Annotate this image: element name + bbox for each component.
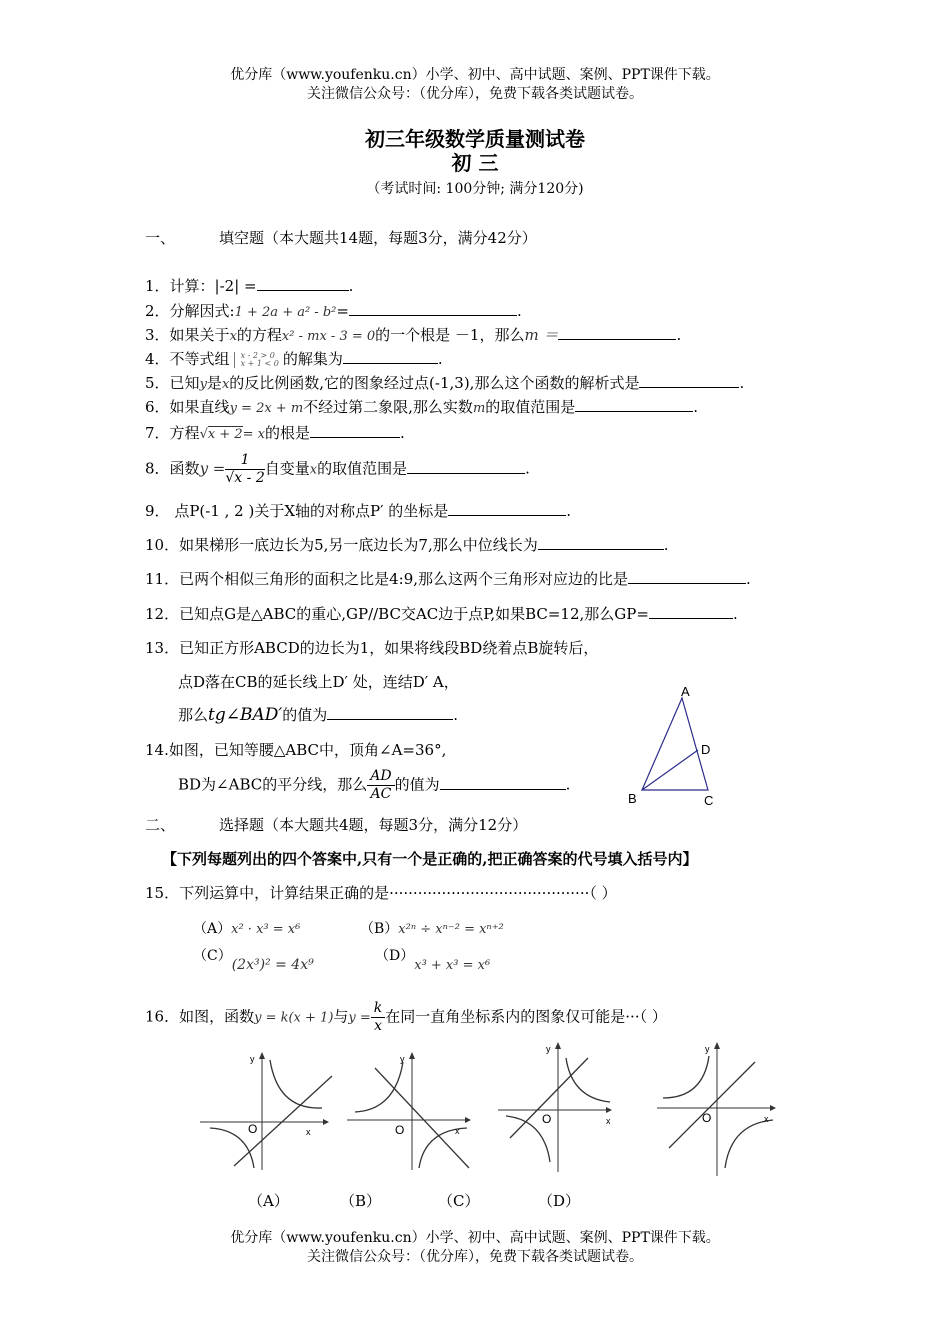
punct: . (565, 775, 571, 794)
vertex-c-label: C (704, 793, 714, 808)
question-text: 的取值范围是 (317, 459, 408, 478)
punct: . (732, 605, 738, 623)
punct: . (663, 536, 669, 554)
question-16 (145, 1000, 667, 1035)
question-7 (145, 423, 405, 445)
x-axis-label: x (306, 1127, 311, 1137)
y-axis-label: y (546, 1044, 551, 1054)
question-text: 已知点G是△ABC的重心,GP//BC交AC边于点P,如果BC=12,那么GP= (179, 605, 649, 623)
punct: . (739, 374, 745, 392)
y-axis-arrow-icon (555, 1042, 561, 1049)
point-d-label: D (701, 742, 711, 757)
punct: . (676, 326, 682, 344)
answer-blank[interactable] (649, 604, 733, 619)
question-text: 那么 (178, 706, 209, 724)
fraction (225, 452, 264, 487)
answer-blank[interactable] (327, 705, 453, 720)
option-label: （B） (360, 921, 399, 937)
header-line-1: 优分库（www.youfenku.cn）小学、初中、高中试题、案例、PPT课件下载。 (230, 67, 720, 83)
question-text: 如果关于 (169, 326, 230, 344)
question-4 (145, 349, 443, 369)
question-number: 10． (145, 536, 180, 554)
section-1-number: 一、 (145, 229, 176, 247)
origin-label: O (702, 1111, 712, 1125)
question-text: 方程 (169, 424, 200, 442)
answer-blank[interactable] (448, 501, 566, 516)
question-text: 在同一直角坐标系内的图象仅可能是···（ ） (385, 1007, 667, 1026)
x-axis-label: x (606, 1116, 611, 1126)
question-text: 自变量 (264, 459, 310, 478)
question-text: 如图，函数 (179, 1007, 255, 1026)
math-variable: m (472, 401, 486, 416)
question-text: 的反比例函数,它的图象经过点(-1,3),那么这个函数的解析式是 (229, 374, 640, 392)
sqrt-expression: √x + 2 (199, 427, 243, 442)
question-number: 13． (145, 639, 180, 657)
inequality-2: x + 1 < 0 (240, 359, 279, 368)
question-number: 16． (145, 1007, 180, 1026)
line-graph (669, 1062, 755, 1148)
question-text: 与 (333, 1007, 349, 1026)
hyperbola-branch-1 (270, 1060, 322, 1108)
math-expression: y = k(x + 1) (254, 1010, 334, 1026)
option-expression: (2x³)² = 4x⁹ (231, 957, 314, 973)
punct: . (348, 277, 354, 295)
question-number: 7． (145, 424, 170, 442)
math-expression: tg∠BAD′ (208, 705, 283, 725)
answer-blank[interactable] (343, 349, 438, 364)
question-11 (145, 569, 751, 589)
radicand: x + 2 (207, 427, 243, 442)
graph-c[interactable] (496, 1040, 621, 1175)
inequality-system (234, 352, 279, 368)
question-text: 分解因式: (169, 302, 235, 320)
question-9 (145, 501, 571, 521)
math-variable: m ＝ (524, 326, 559, 344)
line-graph (510, 1058, 588, 1138)
question-number: 8． (145, 459, 170, 478)
question-text: 下列运算中，计算结果正确的是··········································（ ） (179, 884, 617, 902)
question-12 (145, 604, 738, 624)
origin-label: O (542, 1112, 552, 1126)
question-text: 的值为 (394, 775, 440, 794)
question-text: 的方程 (236, 326, 282, 344)
question-5 (145, 373, 744, 395)
exam-info: （考试时间: 100分钟; 满分120分) (366, 181, 584, 197)
fraction-denominator: AC (370, 786, 392, 802)
choice-instruction: 【下列每题列出的四个答案中,只有一个是正确的,把正确答案的代号填入括号内】 (162, 850, 698, 868)
inequality-1: x - 2 > 0 (240, 351, 275, 360)
triangle-abc (642, 698, 711, 790)
origin-label: O (395, 1123, 405, 1137)
y-axis-label: y (400, 1054, 405, 1064)
radicand: x - 2 (234, 470, 265, 486)
hyperbola-branch-1 (355, 1062, 403, 1112)
graph-label-c[interactable]: （C） (438, 1192, 480, 1210)
question-text: 的一个根是 －1，那么 (375, 326, 525, 344)
section-1-heading (145, 228, 537, 248)
math-expression: y = (199, 459, 226, 478)
graph-label-a[interactable]: （A） (248, 1192, 289, 1210)
section-2-title: 选择题（本大题共4题，每题3分，满分12分） (219, 816, 528, 834)
y-axis-arrow-icon (714, 1042, 720, 1049)
hyperbola-branch-2 (419, 1128, 467, 1168)
punct: . (453, 706, 459, 724)
graph-b[interactable] (345, 1050, 480, 1175)
question-10 (145, 535, 669, 555)
question-number: 14. (145, 741, 169, 759)
section-2-number: 二、 (145, 816, 176, 834)
graph-d[interactable] (655, 1040, 785, 1180)
question-text: 如果直线 (169, 398, 230, 416)
punct: . (516, 302, 522, 320)
question-number: 15． (145, 884, 180, 902)
question-14-line-2 (178, 768, 570, 803)
math-variable: y (199, 377, 207, 392)
footer-line-1: 优分库（www.youfenku.cn）小学、初中、高中试题、案例、PPT课件下载。 (230, 1230, 720, 1246)
option-expression: x² · x³ = x⁶ (231, 922, 301, 937)
x-axis-arrow-icon (323, 1119, 329, 1125)
section-1-title: 填空题（本大题共14题，每题3分，满分42分） (219, 229, 537, 247)
y-axis-arrow-icon (409, 1052, 415, 1059)
option-b[interactable] (360, 918, 504, 938)
math-variable: x (221, 377, 230, 392)
x-axis-label: x (455, 1126, 460, 1136)
fraction-numerator: 1 (225, 452, 264, 470)
question-text: 已知 (169, 374, 200, 392)
answer-blank[interactable] (349, 301, 517, 316)
math-expression: 1 + 2a + a² - b² (234, 305, 337, 320)
option-label: （D） (375, 948, 415, 964)
hyperbola-branch-2 (725, 1120, 773, 1168)
hyperbola-branch-1 (663, 1056, 709, 1098)
equals-sign: = (336, 302, 349, 320)
x-axis-arrow-icon (606, 1107, 612, 1113)
option-a[interactable] (193, 918, 300, 938)
page-title: 初三年级数学质量测试卷 (365, 127, 585, 151)
question-number: 12． (145, 605, 180, 623)
question-number: 3． (145, 326, 170, 344)
question-15 (145, 883, 617, 903)
answer-blank[interactable] (257, 276, 349, 291)
question-2 (145, 301, 522, 323)
answer-blank[interactable] (310, 423, 400, 438)
question-number: 11． (145, 570, 180, 588)
answer-blank[interactable] (558, 325, 676, 340)
punct: . (746, 570, 751, 588)
question-13-line-2: 点D落在CB的延长线上D′ 处，连结D′ A， (178, 673, 459, 691)
footer-line-2: 关注微信公众号：（优分库），免费下载各类试题试卷。 (307, 1249, 643, 1265)
fraction-numerator: AD (367, 768, 394, 786)
header-line-2: 关注微信公众号：（优分库），免费下载各类试题试卷。 (307, 86, 643, 102)
question-text: 已知正方形ABCD的边长为1，如果将线段BD绕着点B旋转后， (179, 639, 599, 657)
section-2-heading (145, 815, 527, 835)
question-number: 6． (145, 398, 170, 416)
question-text: 的值为 (282, 706, 328, 724)
question-text: 已两个相似三角形的面积之比是4:9,那么这两个三角形对应边的比是 (179, 570, 629, 588)
question-text: BD为∠ABC的平分线，那么 (178, 775, 368, 794)
fraction-denominator: √x - 2 (225, 470, 265, 486)
line-graph (234, 1076, 332, 1166)
question-text: 不等式组 (169, 350, 230, 368)
question-text: 如图，已知等腰△ABC中，顶角∠A=36°, (168, 741, 447, 759)
question-text: 如果梯形一底边长为5,另一底边长为7,那么中位线长为 (179, 536, 538, 554)
question-14 (145, 740, 446, 760)
answer-blank[interactable] (575, 397, 693, 412)
graph-label-b[interactable]: （B） (340, 1192, 382, 1210)
math-expression: x² - mx - 3 = 0 (281, 329, 376, 344)
graph-a[interactable] (198, 1050, 333, 1175)
y-axis-label: y (705, 1044, 710, 1054)
fraction (367, 768, 394, 803)
answer-blank[interactable] (639, 373, 739, 388)
vertex-b-label: B (628, 791, 637, 806)
math-expression: y = 2x + m (229, 401, 304, 416)
fraction-denominator: x (374, 1018, 382, 1034)
question-number: 1． (145, 277, 170, 295)
question-text: 是 (206, 374, 222, 392)
math-expression: y = (348, 1010, 371, 1026)
hyperbola-branch-1 (566, 1058, 610, 1102)
graph-label-d[interactable]: （D） (538, 1192, 581, 1210)
grade-title: 初 三 (451, 151, 499, 175)
vertex-a-label: A (681, 684, 690, 699)
x-axis-arrow-icon (465, 1117, 471, 1123)
question-3 (145, 325, 681, 347)
math-variable: x (229, 329, 237, 344)
option-expression: x²ⁿ ÷ xⁿ⁻² = xⁿ⁺² (398, 922, 504, 937)
answer-blank[interactable] (628, 569, 746, 584)
option-d[interactable] (375, 945, 491, 973)
question-number: 5． (145, 374, 170, 392)
question-number: 2． (145, 302, 170, 320)
line-graph (375, 1068, 469, 1168)
y-axis-arrow-icon (259, 1052, 265, 1059)
question-text: 的取值范围是 (485, 398, 576, 416)
question-8 (145, 452, 530, 487)
question-13-line-3 (178, 705, 458, 725)
punct: . (525, 459, 530, 478)
question-text: 函数 (169, 459, 200, 478)
punct: . (400, 424, 405, 442)
question-text: 不经过第二象限,那么实数 (303, 398, 473, 416)
punct: . (566, 502, 572, 520)
question-number: 4． (145, 350, 170, 368)
question-text: 的解集为 (282, 350, 343, 368)
question-6 (145, 397, 698, 419)
option-c[interactable] (193, 945, 314, 973)
y-axis-label: y (250, 1054, 255, 1064)
origin-label: O (248, 1122, 258, 1136)
question-text: 计算：|-2| = (169, 277, 257, 295)
fraction-numerator: k (371, 1000, 385, 1018)
answer-blank[interactable] (440, 775, 566, 790)
math-variable: x (309, 462, 318, 478)
punct: . (437, 350, 443, 368)
x-axis-arrow-icon (770, 1105, 776, 1111)
question-13 (145, 638, 598, 658)
answer-blank[interactable] (538, 535, 664, 550)
answer-blank[interactable] (407, 459, 525, 474)
question-text: 点P(-1 , 2 )关于X轴的对称点P′ 的坐标是 (169, 502, 449, 520)
math-expression: = x (242, 427, 265, 442)
punct: . (693, 398, 699, 416)
question-number: 9． (145, 502, 170, 520)
x-axis-label: x (764, 1114, 769, 1124)
question-text: 的根是 (264, 424, 310, 442)
option-expression: x³ + x³ = x⁶ (414, 958, 491, 973)
triangle-figure (620, 680, 730, 810)
fraction (371, 1000, 385, 1035)
question-1 (145, 276, 353, 296)
option-label: （C） (193, 948, 232, 964)
option-label: （A） (193, 921, 232, 937)
